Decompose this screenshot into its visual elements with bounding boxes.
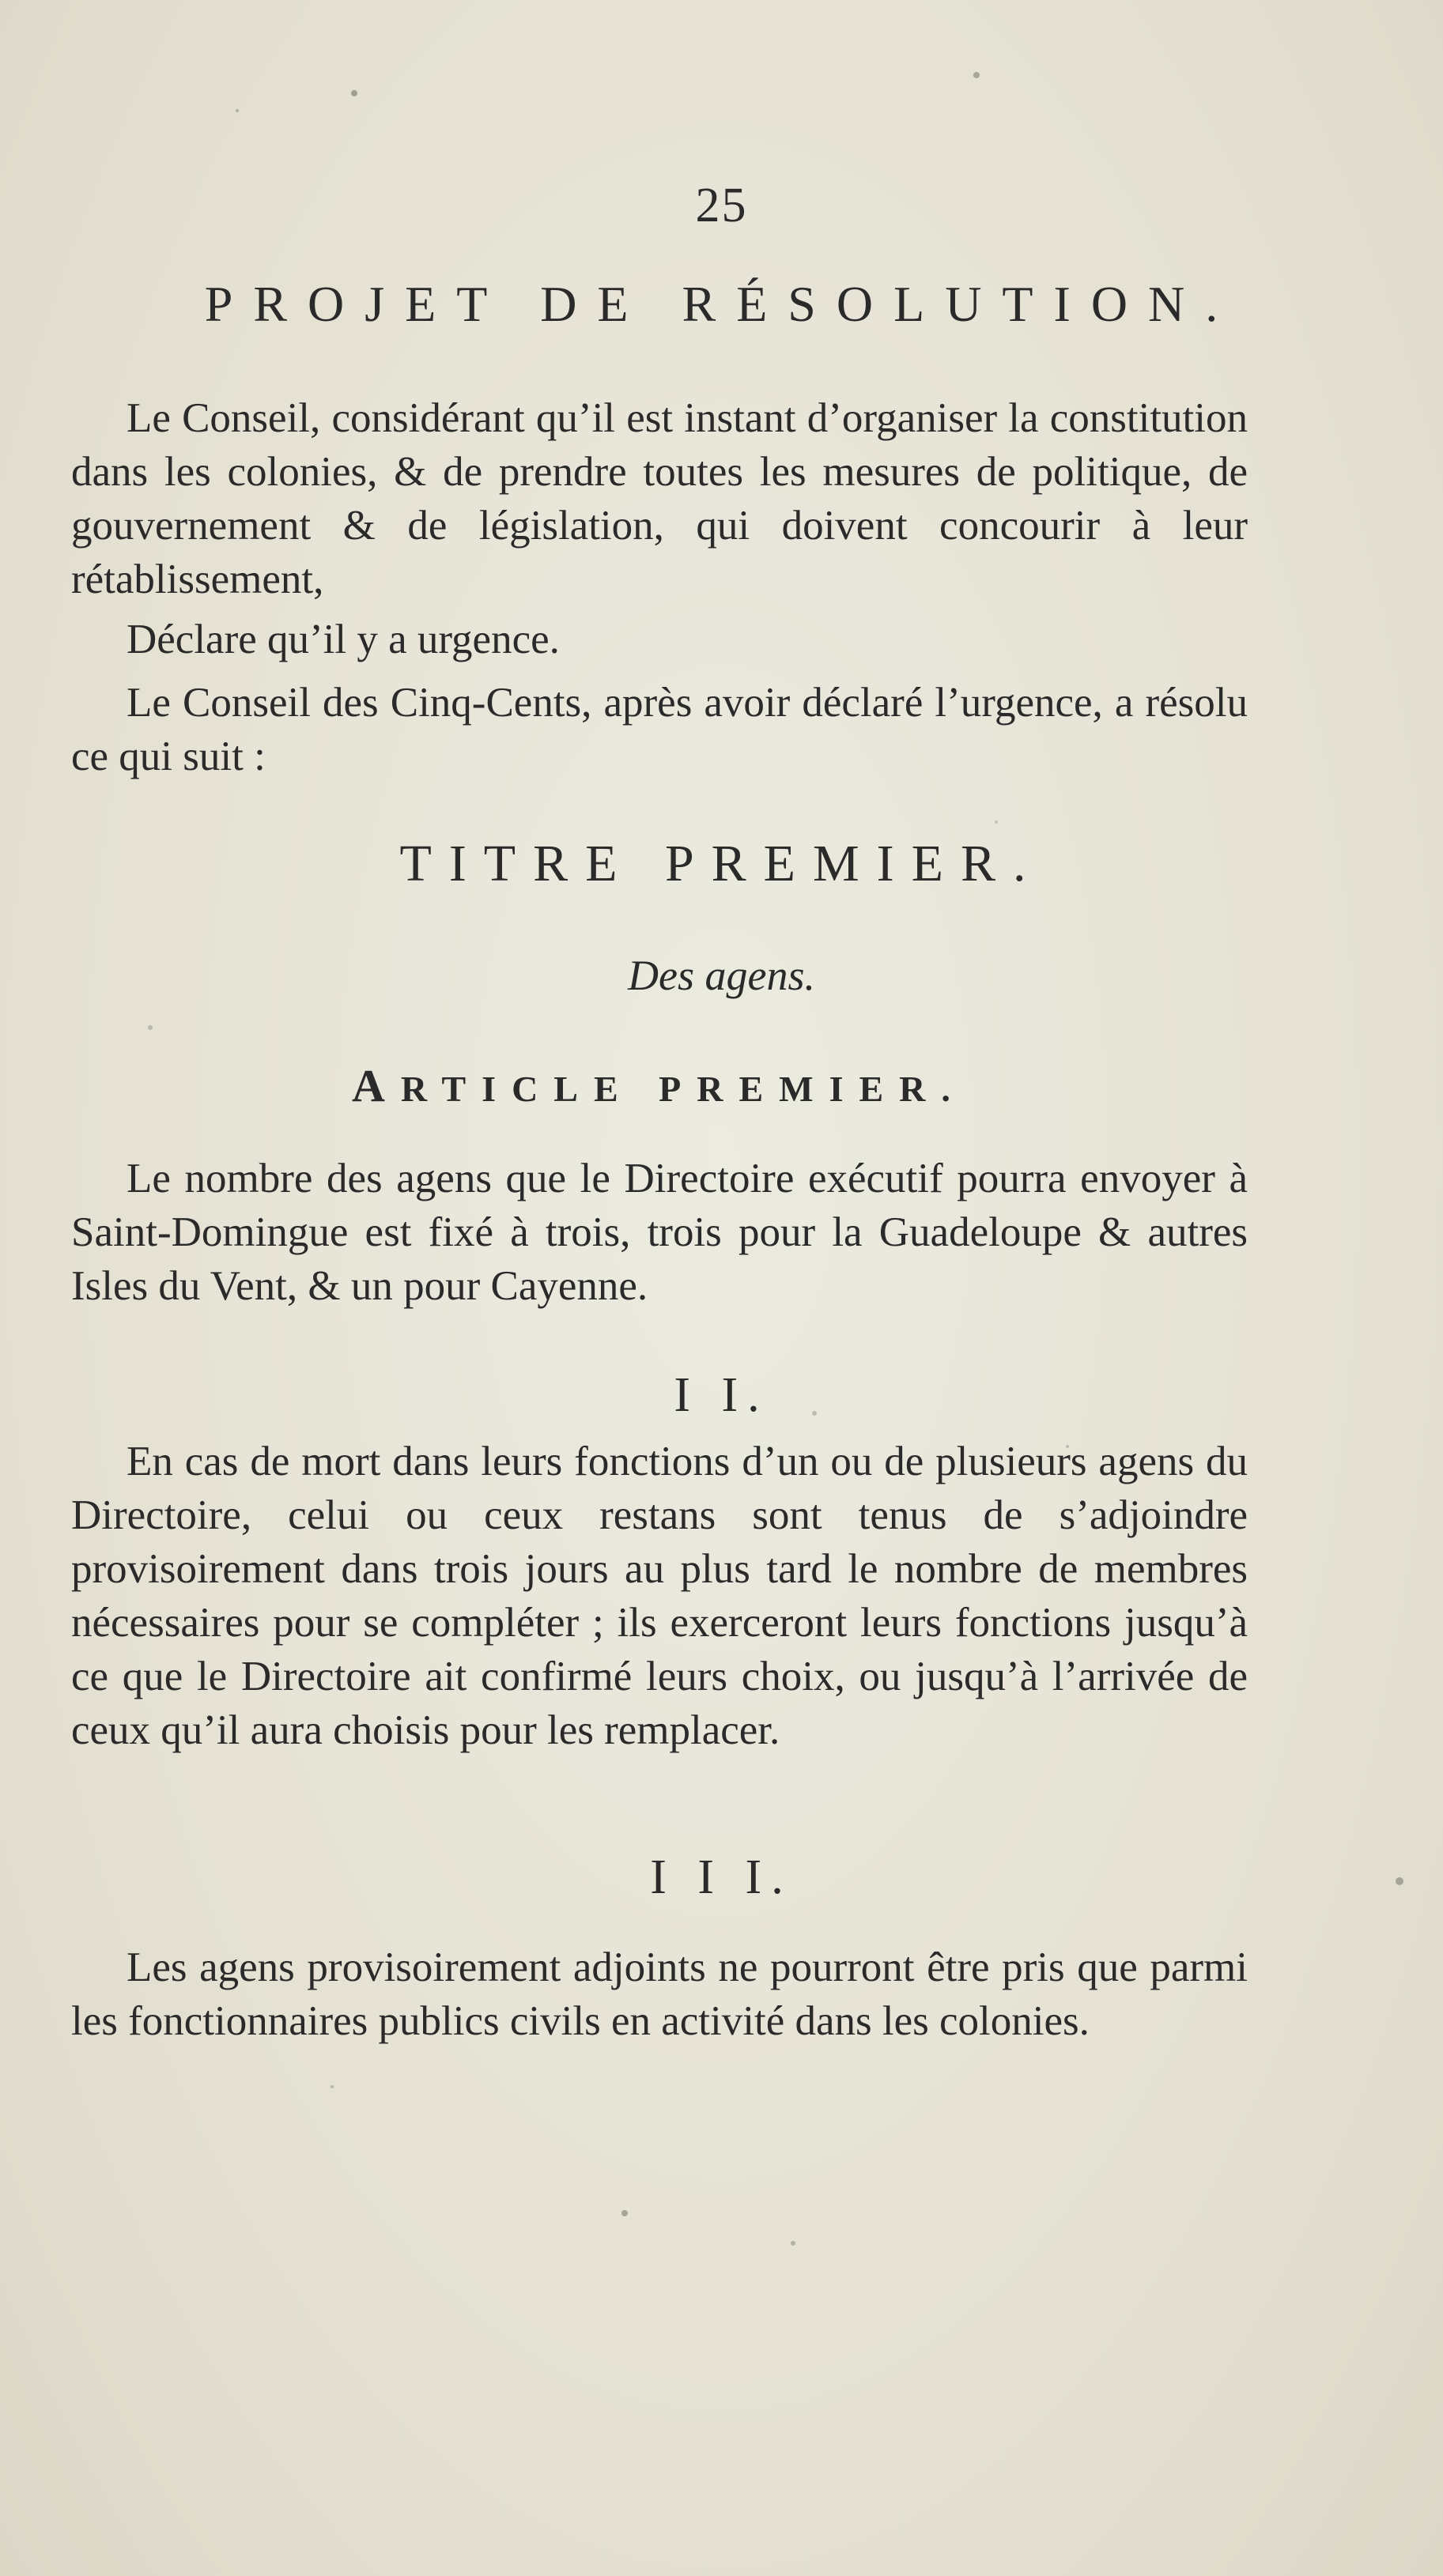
preamble-text: Le Conseil, considérant qu’il est instant d’organiser la constitution dans les colonies, & de prendre toutes les mesures de politique, de gouvernement & de législation, qui doivent concourir à leur rétablissement,: [71, 395, 1248, 602]
article-2-text: En cas de mort dans leurs fonctions d’un ou de plusieurs agens du Directoire, celui ou ceux restans sont tenus de s’adjoindre provisoirement dans trois jours au plus tard le nombre de membres nécessaires pour se compléter ; ils exerceront leurs fonctions jusqu’à ce que le Directoire ait confirmé leurs choix, ou jusqu’à l’arrivée de ceux qu’il aura choisis pour les remplacer.: [71, 1439, 1248, 1753]
article-2-number: I I.: [674, 1368, 769, 1422]
article-heading: [352, 1059, 966, 1112]
urgence-text: Déclare qu’il y a urgence.: [127, 617, 560, 662]
resolution-text: Le Conseil des Cinq-Cents, après avoir déclaré l’urgence, a résolu ce qui suit :: [71, 680, 1248, 779]
article-3-paragraph: [71, 1940, 1248, 2048]
article-2-paragraph: [71, 1435, 1248, 1757]
resolution-paragraph: [71, 676, 1248, 783]
document-title: PROJET DE RÉSOLUTION.: [204, 276, 1239, 332]
preamble-paragraph: [71, 391, 1248, 606]
article-3-text: Les agens provisoirement adjoints ne pourront être pris que parmi les fonctionnaires publics civils en activité dans les colonies.: [71, 1944, 1248, 2044]
article-1-text: Le nombre des agens que le Directoire exécutif pourra envoyer à Saint-Domingue est fixé à trois, trois pour la Guadeloupe & autres Isles du Vent, & un pour Cayenne.: [71, 1156, 1248, 1309]
article-1-paragraph: [71, 1152, 1248, 1313]
section-title: TITRE PREMIER.: [399, 835, 1044, 892]
article-heading-rest: RTICLE PREMIER.: [400, 1069, 966, 1109]
section-subtitle: Des agens.: [628, 952, 815, 999]
article-3-number: I I I.: [650, 1850, 793, 1904]
urgence-paragraph: [71, 613, 1248, 666]
page-number: 25: [695, 179, 748, 232]
article-heading-initial: A: [352, 1060, 401, 1111]
